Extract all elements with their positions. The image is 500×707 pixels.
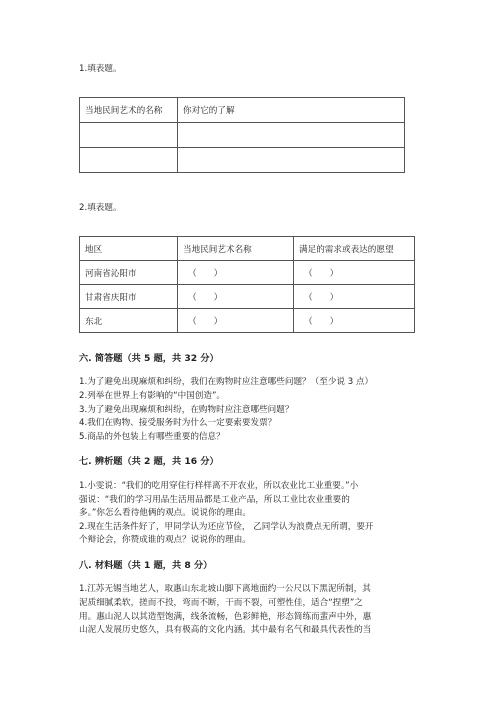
paragraph-line: 用。惠山泥人以其造型饱满，线条流畅，色彩鲜艳，形态简练而蜚声中外，惠: [79, 612, 372, 622]
answer-blank[interactable]: （ ）: [178, 309, 294, 333]
answer-blank[interactable]: （ ）: [178, 285, 294, 309]
paragraph-line: 1.江苏无锡当地艺人，取惠山东北坡山脚下离地面约一公尺以下黑泥所制，其: [79, 584, 371, 594]
paragraph-line: 山泥人发展历史悠久，具有极高的文化内涵。其中最有名气和最具代表性的当: [79, 625, 372, 635]
table-row: [80, 123, 405, 148]
section-7-title: 七. 辨析题（共 2 题，共 16 分）: [79, 456, 219, 467]
list-item: 3.为了避免出现麻烦和纠纷，在购物时应注意哪些问题？: [79, 405, 294, 415]
list-item: 1.为了避免出现麻烦和纠纷，我们在购物时应注意哪些问题？（至少说 3 点）: [79, 377, 374, 387]
table-cell: 东北: [80, 309, 178, 333]
question-1-table: [79, 97, 405, 173]
section-6-title: 六. 简答题（共 5 题，共 32 分）: [79, 353, 219, 364]
table-cell[interactable]: [80, 148, 178, 173]
answer-blank[interactable]: （ ）: [178, 261, 294, 285]
table-header-cell: 当地民间艺术名称: [178, 237, 294, 261]
paragraph-line: 个辩论会，你赞成谁的观点？说说你的理由。: [79, 535, 251, 545]
list-item: 5.商品的外包装上有哪些重要的信息？: [79, 432, 225, 442]
table-cell[interactable]: [80, 123, 178, 148]
table-header-cell: 地区: [80, 237, 178, 261]
table-header-cell: 你对它的了解: [178, 98, 405, 123]
table-header-cell: 当地民间艺术的名称: [80, 98, 178, 123]
list-item: 2.列举在世界上有影响的“中国创造”。: [79, 391, 226, 401]
question-1-label: 1.填表题。: [79, 64, 122, 74]
table-cell: 河南省沁阳市: [80, 261, 178, 285]
table-row: [80, 309, 415, 333]
table-row: [80, 148, 405, 173]
table-row: [80, 285, 415, 309]
answer-blank[interactable]: （ ）: [294, 309, 415, 333]
paragraph-line: 2.现在生活条件好了，甲同学认为还应节俭， 乙同学认为浪费点无所谓，要开: [79, 522, 374, 532]
answer-blank[interactable]: （ ）: [294, 285, 415, 309]
section-8-title: 八. 材料题（共 1 题，共 8 分）: [79, 560, 213, 571]
question-2-table: [79, 236, 415, 333]
paragraph-line: 泥质细腻柔软，搓而不投，弯而不断，干而不裂，可塑性佳，适合“捏塑”之: [79, 598, 363, 608]
table-row: [80, 261, 415, 285]
question-2-label: 2.填表题。: [79, 203, 122, 213]
answer-blank[interactable]: （ ）: [294, 261, 415, 285]
table-cell[interactable]: [178, 148, 405, 173]
table-header-row: [80, 98, 405, 123]
table-header-cell: 满足的需求或表达的愿望: [294, 237, 415, 261]
paragraph-line: 1.小雯说：“我们的吃用穿住行样样离不开农业，所以农业比工业重要。”小: [79, 481, 359, 491]
paragraph-line: 强说：“我们的学习用品生活用品都是工业产品，所以工业比农业重要的: [79, 495, 350, 505]
table-cell[interactable]: [178, 123, 405, 148]
table-header-row: [80, 237, 415, 261]
list-item: 4.我们在购物、接受服务时为什么一定要索要发票？: [79, 418, 277, 428]
table-cell: 甘肃省庆阳市: [80, 285, 178, 309]
paragraph-line: 多。”你怎么看待他俩的观点。说说你的理由。: [79, 508, 252, 518]
